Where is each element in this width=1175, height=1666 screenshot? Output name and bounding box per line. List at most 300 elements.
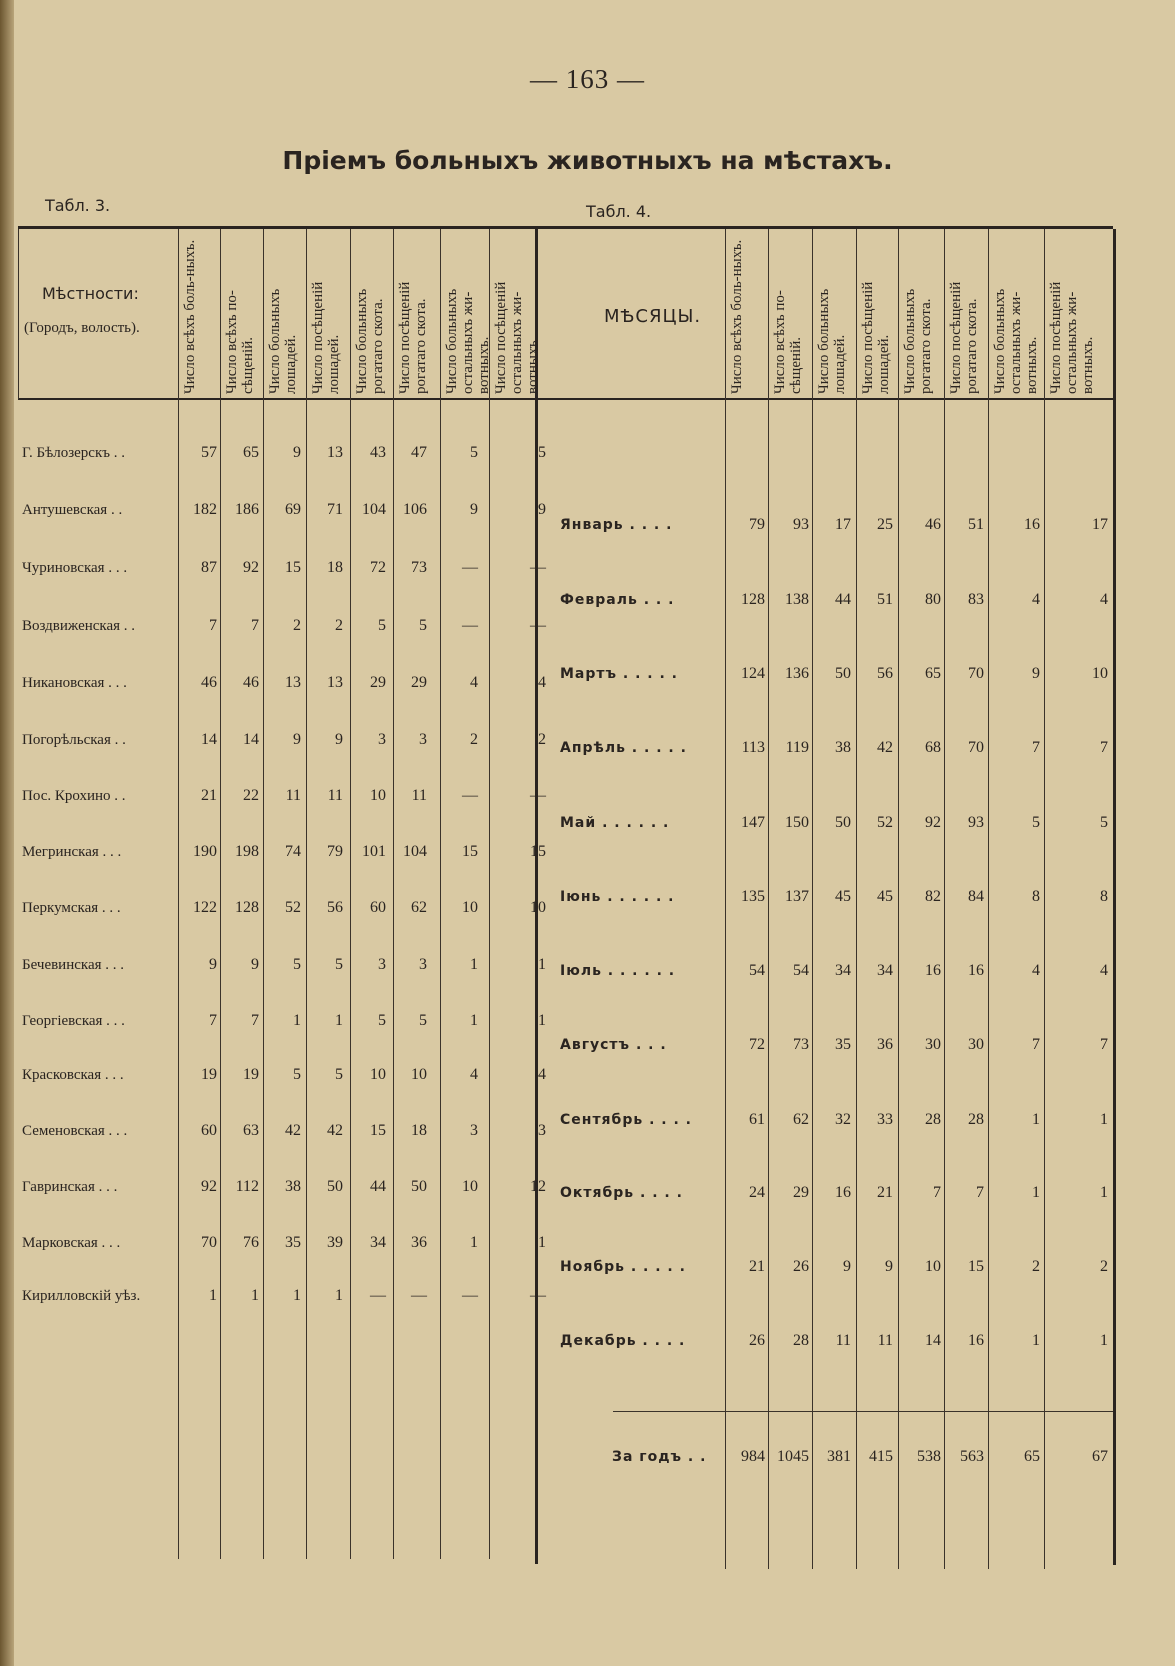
table4-cell: 17 bbox=[835, 516, 851, 533]
table3-cell: 15 bbox=[370, 1122, 386, 1139]
table3-cell: 57 bbox=[201, 444, 217, 461]
table3-cell: 1 bbox=[293, 1012, 301, 1029]
table3-cell: — bbox=[462, 617, 478, 634]
table3-cell: 12 bbox=[530, 1178, 546, 1195]
table3-cell: 1 bbox=[470, 1234, 478, 1251]
table3-cell: 1 bbox=[251, 1287, 259, 1304]
table4-cell: 45 bbox=[835, 888, 851, 905]
table3-cell: 63 bbox=[243, 1122, 259, 1139]
table4-cell: 34 bbox=[835, 962, 851, 979]
table3-cell: 2 bbox=[335, 617, 343, 634]
table4-column-header: Число посѣщеній остальныхъ жи-вотныхъ. bbox=[1048, 281, 1096, 394]
table4-cell: 2 bbox=[1032, 1258, 1040, 1275]
table3-cell: 18 bbox=[327, 559, 343, 576]
table3-cell: 60 bbox=[370, 899, 386, 916]
table3-cell: 15 bbox=[285, 559, 301, 576]
table3-cell: 72 bbox=[370, 559, 386, 576]
table4-month-label: Декабрь . . . . bbox=[560, 1333, 686, 1349]
table4-cell: 21 bbox=[877, 1184, 893, 1201]
table3-row-label: Чуриновская . . . bbox=[22, 560, 128, 576]
table4-cell: 138 bbox=[785, 591, 809, 608]
table4-cell: 44 bbox=[835, 591, 851, 608]
table3-row-label: Кирилловскій уѣз. bbox=[22, 1288, 141, 1304]
table4-total-cell: 65 bbox=[1024, 1448, 1040, 1465]
table4-column-header: Число всѣхъ боль-ныхъ. bbox=[729, 239, 745, 394]
table3-cell: 11 bbox=[285, 787, 301, 804]
page-title: Пріемъ больныхъ животныхъ на мѣстахъ. bbox=[282, 146, 893, 175]
table3-cell: 4 bbox=[538, 1066, 546, 1083]
table3-cell: 3 bbox=[419, 731, 427, 748]
table4-cell: 73 bbox=[793, 1036, 809, 1053]
table4-cell: 7 bbox=[1032, 1036, 1040, 1053]
table3-cell: 2 bbox=[293, 617, 301, 634]
table3-row-label: Воздвиженская . . bbox=[22, 618, 136, 634]
table4-cell: 16 bbox=[925, 962, 941, 979]
table3-row-label: Погорѣльская . . bbox=[22, 732, 126, 748]
table4-cell: 93 bbox=[793, 516, 809, 533]
table3-locality-header: Мѣстности: bbox=[42, 284, 139, 303]
table3-cell: 9 bbox=[293, 444, 301, 461]
table4-cell: 50 bbox=[835, 814, 851, 831]
table3-cell: 50 bbox=[327, 1178, 343, 1195]
table3-cell: — bbox=[462, 559, 478, 576]
table3-cell: 19 bbox=[243, 1066, 259, 1083]
table3-cell: 104 bbox=[362, 501, 386, 518]
table3-cell: 46 bbox=[243, 674, 259, 691]
table4-cell: 54 bbox=[749, 962, 765, 979]
table4-cell: 16 bbox=[968, 1332, 984, 1349]
table4-cell: 72 bbox=[749, 1036, 765, 1053]
table3-cell: 106 bbox=[403, 501, 427, 518]
table3-row-label: Красковская . . . bbox=[22, 1067, 124, 1083]
table3-row-label: Антушевская . . bbox=[22, 502, 123, 518]
table3-column-header: Число больныхъ остальныхъ жи-вотныхъ. bbox=[444, 288, 492, 394]
table3-column-rule bbox=[263, 229, 264, 1559]
table4-cell: 2 bbox=[1100, 1258, 1108, 1275]
table3-cell: 70 bbox=[201, 1234, 217, 1251]
table3-cell: 2 bbox=[538, 731, 546, 748]
table4-cell: 83 bbox=[968, 591, 984, 608]
table4-cell: 42 bbox=[877, 739, 893, 756]
table4-cell: 1 bbox=[1032, 1332, 1040, 1349]
table3-cell: 50 bbox=[411, 1178, 427, 1195]
table4-month-label: Январь . . . . bbox=[560, 517, 673, 533]
page-edge bbox=[0, 0, 14, 1666]
table3-cell: 3 bbox=[538, 1122, 546, 1139]
table3-cell: 14 bbox=[243, 731, 259, 748]
table4-cell: 46 bbox=[925, 516, 941, 533]
table4-cell: 9 bbox=[843, 1258, 851, 1275]
table4-column-rule bbox=[988, 229, 989, 1569]
table3-column-rule bbox=[306, 229, 307, 1559]
table4-cell: 11 bbox=[877, 1332, 893, 1349]
table3-cell: 10 bbox=[411, 1066, 427, 1083]
table4-cell: 36 bbox=[877, 1036, 893, 1053]
table4-cell: 135 bbox=[741, 888, 765, 905]
table3-cell: 38 bbox=[285, 1178, 301, 1195]
table3-cell: 1 bbox=[335, 1012, 343, 1029]
table4-cell: 33 bbox=[877, 1111, 893, 1128]
table3-cell: 186 bbox=[235, 501, 259, 518]
table3-cell: 92 bbox=[201, 1178, 217, 1195]
table3-cell: 198 bbox=[235, 843, 259, 860]
table4-cell: 82 bbox=[925, 888, 941, 905]
table4-cell: 128 bbox=[741, 591, 765, 608]
table4-cell: 147 bbox=[741, 814, 765, 831]
table4-cell: 7 bbox=[1100, 739, 1108, 756]
table3-column-header: Число посѣщеній остальныхъ жи-вотныхъ. bbox=[493, 281, 541, 394]
table4-cell: 28 bbox=[968, 1111, 984, 1128]
table3-cell: 9 bbox=[293, 731, 301, 748]
table3-cell: 10 bbox=[370, 1066, 386, 1083]
table3-column-rule bbox=[440, 229, 441, 1559]
table3-cell: 5 bbox=[419, 617, 427, 634]
table4-cell: 21 bbox=[749, 1258, 765, 1275]
table3-cell: 2 bbox=[470, 731, 478, 748]
table3-column-header: Число посѣщеній рогатаго скота. bbox=[397, 281, 429, 394]
table3-cell: 62 bbox=[411, 899, 427, 916]
table4-cell: 7 bbox=[976, 1184, 984, 1201]
table3-cell: 1 bbox=[209, 1287, 217, 1304]
table3-cell: 34 bbox=[370, 1234, 386, 1251]
table3-cell: 11 bbox=[411, 787, 427, 804]
table4-cell: 9 bbox=[1032, 665, 1040, 682]
table4-cell: 1 bbox=[1100, 1111, 1108, 1128]
table3-cell: 7 bbox=[251, 617, 259, 634]
table3-cell: 46 bbox=[201, 674, 217, 691]
table3-cell: 5 bbox=[470, 444, 478, 461]
table4-cell: 1 bbox=[1100, 1184, 1108, 1201]
table3-cell: 3 bbox=[378, 731, 386, 748]
table4-total-cell: 381 bbox=[827, 1448, 851, 1465]
table3-cell: 22 bbox=[243, 787, 259, 804]
table4-total-cell: 415 bbox=[869, 1448, 893, 1465]
table3-cell: 1 bbox=[538, 1012, 546, 1029]
table4-total-cell: 538 bbox=[917, 1448, 941, 1465]
table4-cell: 52 bbox=[877, 814, 893, 831]
table3-column-header: Число посѣщеній лошадей. bbox=[310, 281, 342, 394]
table4-cell: 4 bbox=[1100, 591, 1108, 608]
table3-column-rule bbox=[393, 229, 394, 1559]
table3-cell: 15 bbox=[462, 843, 478, 860]
table4-cell: 11 bbox=[835, 1332, 851, 1349]
table3-header-rule bbox=[18, 398, 556, 400]
table4-column-header: Число посѣщеній рогатаго скота. bbox=[948, 281, 980, 394]
table4-cell: 45 bbox=[877, 888, 893, 905]
table4-column-rule bbox=[1113, 229, 1116, 1565]
table3-column-header: Число больныхъ лошадей. bbox=[267, 288, 299, 394]
table4-month-label: Ноябрь . . . . . bbox=[560, 1259, 686, 1275]
table3-cell: 43 bbox=[370, 444, 386, 461]
table4-month-label: Іюль . . . . . . bbox=[560, 963, 676, 979]
table3-cell: 9 bbox=[251, 956, 259, 973]
table4-cell: 80 bbox=[925, 591, 941, 608]
table4-month-label: Октябрь . . . . bbox=[560, 1185, 683, 1201]
table4-cell: 26 bbox=[793, 1258, 809, 1275]
table3-cell: 4 bbox=[470, 1066, 478, 1083]
table4-cell: 15 bbox=[968, 1258, 984, 1275]
table3-cell: 19 bbox=[201, 1066, 217, 1083]
table4-month-label: Май . . . . . . bbox=[560, 815, 670, 831]
table3-cell: 5 bbox=[293, 956, 301, 973]
table-top-rule bbox=[18, 226, 1113, 229]
table4-cell: 4 bbox=[1032, 591, 1040, 608]
table4-column-header: Число больныхъ рогатаго скота. bbox=[902, 288, 934, 394]
table4-column-header: Число посѣщеній лошадей. bbox=[860, 281, 892, 394]
table4-total-rule bbox=[613, 1411, 1113, 1412]
table4-total-cell: 984 bbox=[741, 1448, 765, 1465]
table3-cell: 21 bbox=[201, 787, 217, 804]
table4-month-label: Іюнь . . . . . . bbox=[560, 889, 675, 905]
table3-cell: 42 bbox=[285, 1122, 301, 1139]
table3-row-label: Бечевинская . . . bbox=[22, 957, 125, 973]
table3-row-label: Семеновская . . . bbox=[22, 1123, 128, 1139]
table4-cell: 136 bbox=[785, 665, 809, 682]
table4-month-label: Февраль . . . bbox=[560, 592, 675, 608]
table4-cell: 28 bbox=[925, 1111, 941, 1128]
table3-cell: — bbox=[530, 1287, 546, 1304]
table3-cell: 3 bbox=[419, 956, 427, 973]
table3-row-label: Пос. Крохино . . bbox=[22, 788, 126, 804]
table3-cell: 39 bbox=[327, 1234, 343, 1251]
table3-cell: 5 bbox=[293, 1066, 301, 1083]
table4-cell: 26 bbox=[749, 1332, 765, 1349]
table3-cell: — bbox=[530, 559, 546, 576]
table4-column-rule bbox=[898, 229, 899, 1569]
table4-column-header: Число всѣхъ по-сѣщеній. bbox=[772, 290, 804, 394]
table3-cell: 4 bbox=[470, 674, 478, 691]
table3-cell: 36 bbox=[411, 1234, 427, 1251]
table4-cell: 1 bbox=[1032, 1111, 1040, 1128]
table4-cell: 14 bbox=[925, 1332, 941, 1349]
table3-cell: 9 bbox=[209, 956, 217, 973]
table3-cell: 92 bbox=[243, 559, 259, 576]
table3-cell: — bbox=[530, 787, 546, 804]
table4-cell: 7 bbox=[1100, 1036, 1108, 1053]
table4-cell: 30 bbox=[968, 1036, 984, 1053]
table3-cell: 76 bbox=[243, 1234, 259, 1251]
table4-cell: 62 bbox=[793, 1111, 809, 1128]
table4-cell: 137 bbox=[785, 888, 809, 905]
table3-cell: 3 bbox=[378, 956, 386, 973]
table4-cell: 113 bbox=[741, 739, 765, 756]
table4-cell: 68 bbox=[925, 739, 941, 756]
table4-cell: 150 bbox=[785, 814, 809, 831]
table4-cell: 38 bbox=[835, 739, 851, 756]
table3-column-rule bbox=[535, 229, 538, 1564]
table4-cell: 1 bbox=[1100, 1332, 1108, 1349]
table4-cell: 124 bbox=[741, 665, 765, 682]
table4-cell: 119 bbox=[785, 739, 809, 756]
table3-cell: 13 bbox=[285, 674, 301, 691]
table3-cell: 15 bbox=[530, 843, 546, 860]
table4-cell: 8 bbox=[1032, 888, 1040, 905]
table3-column-header: Число больныхъ рогатаго скота. bbox=[354, 288, 386, 394]
table3-cell: 101 bbox=[362, 843, 386, 860]
table4-cell: 61 bbox=[749, 1111, 765, 1128]
table4-total-cell: 1045 bbox=[777, 1448, 809, 1465]
table4-month-header: МѢСЯЦЫ. bbox=[604, 306, 702, 327]
table4-cell: 79 bbox=[749, 516, 765, 533]
table3-cell: 60 bbox=[201, 1122, 217, 1139]
table3-cell: 128 bbox=[235, 899, 259, 916]
table4-cell: 29 bbox=[793, 1184, 809, 1201]
table4-cell: 25 bbox=[877, 516, 893, 533]
table4-cell: 7 bbox=[1032, 739, 1040, 756]
table3-cell: — bbox=[462, 787, 478, 804]
table3-label: Табл. 3. bbox=[45, 196, 111, 215]
table3-cell: 35 bbox=[285, 1234, 301, 1251]
table3-cell: 182 bbox=[193, 501, 217, 518]
table3-cell: 190 bbox=[193, 843, 217, 860]
table4-cell: 35 bbox=[835, 1036, 851, 1053]
table3-row-label: Мегринская . . . bbox=[22, 844, 122, 860]
table4-cell: 54 bbox=[793, 962, 809, 979]
table3-cell: — bbox=[530, 617, 546, 634]
table4-column-header: Число больныхъ лошадей. bbox=[816, 288, 848, 394]
table3-cell: 7 bbox=[251, 1012, 259, 1029]
table3-cell: 1 bbox=[470, 1012, 478, 1029]
table3-cell: 5 bbox=[378, 1012, 386, 1029]
table3-cell: 1 bbox=[538, 1234, 546, 1251]
table4-cell: 4 bbox=[1100, 962, 1108, 979]
table3-cell: 65 bbox=[243, 444, 259, 461]
table3-cell: 5 bbox=[538, 444, 546, 461]
table3-locality-subheader: (Городъ, волость). bbox=[24, 320, 140, 336]
table3-cell: 5 bbox=[335, 1066, 343, 1083]
table3-cell: 73 bbox=[411, 559, 427, 576]
table3-cell: 1 bbox=[293, 1287, 301, 1304]
table3-cell: 10 bbox=[462, 899, 478, 916]
table4-cell: 7 bbox=[933, 1184, 941, 1201]
table3-cell: 69 bbox=[285, 501, 301, 518]
table4-cell: 56 bbox=[877, 665, 893, 682]
table4-cell: 5 bbox=[1032, 814, 1040, 831]
table3-cell: 1 bbox=[470, 956, 478, 973]
table4-total-label: За годъ . . bbox=[612, 1449, 707, 1465]
table4-cell: 30 bbox=[925, 1036, 941, 1053]
table4-cell: 93 bbox=[968, 814, 984, 831]
table4-cell: 24 bbox=[749, 1184, 765, 1201]
table3-column-rule bbox=[178, 229, 179, 1559]
table3-cell: 29 bbox=[411, 674, 427, 691]
table4-cell: 5 bbox=[1100, 814, 1108, 831]
table3-cell: 9 bbox=[335, 731, 343, 748]
table3-cell: 9 bbox=[538, 501, 546, 518]
table3-row-label: Гавринская . . . bbox=[22, 1179, 118, 1195]
table3-cell: 29 bbox=[370, 674, 386, 691]
table3-row-label: Перкумская . . . bbox=[22, 900, 121, 916]
table4-cell: 1 bbox=[1032, 1184, 1040, 1201]
table4-cell: 16 bbox=[835, 1184, 851, 1201]
table4-cell: 16 bbox=[1024, 516, 1040, 533]
table3-cell: 112 bbox=[235, 1178, 259, 1195]
table3-cell: 11 bbox=[327, 787, 343, 804]
table3-row-label: Г. Бѣлозерскъ . . bbox=[22, 445, 126, 461]
table4-cell: 84 bbox=[968, 888, 984, 905]
table3-cell: 104 bbox=[403, 843, 427, 860]
table4-cell: 10 bbox=[1092, 665, 1108, 682]
table4-month-label: Августъ . . . bbox=[560, 1037, 667, 1053]
table4-cell: 9 bbox=[885, 1258, 893, 1275]
table4-cell: 8 bbox=[1100, 888, 1108, 905]
table4-cell: 16 bbox=[968, 962, 984, 979]
table3-column-header: Число всѣхъ боль-ныхъ. bbox=[182, 239, 198, 394]
table4-cell: 10 bbox=[925, 1258, 941, 1275]
table3-column-header: Число всѣхъ по-сѣщеній. bbox=[224, 290, 256, 394]
table3-cell: 5 bbox=[419, 1012, 427, 1029]
table3-cell: — bbox=[411, 1287, 427, 1304]
table4-column-header: Число больныхъ остальныхъ жи-вотныхъ. bbox=[992, 288, 1040, 394]
table4-cell: 51 bbox=[968, 516, 984, 533]
table4-cell: 34 bbox=[877, 962, 893, 979]
table4-cell: 28 bbox=[793, 1332, 809, 1349]
table3-cell: 79 bbox=[327, 843, 343, 860]
table3-cell: 7 bbox=[209, 1012, 217, 1029]
table3-cell: 4 bbox=[538, 674, 546, 691]
table4-cell: 4 bbox=[1032, 962, 1040, 979]
table3-cell: 3 bbox=[470, 1122, 478, 1139]
table3-cell: — bbox=[370, 1287, 386, 1304]
table4-cell: 32 bbox=[835, 1111, 851, 1128]
table3-cell: 1 bbox=[538, 956, 546, 973]
table4-month-label: Апрѣль . . . . . bbox=[560, 740, 687, 756]
table4-column-rule bbox=[1044, 229, 1045, 1569]
table3-cell: 47 bbox=[411, 444, 427, 461]
table3-cell: 42 bbox=[327, 1122, 343, 1139]
table4-label: Табл. 4. bbox=[586, 202, 652, 221]
table4-cell: 50 bbox=[835, 665, 851, 682]
table3-row-label: Марковская . . . bbox=[22, 1235, 121, 1251]
table4-cell: 17 bbox=[1092, 516, 1108, 533]
table3-cell: 10 bbox=[462, 1178, 478, 1195]
table3-column-rule bbox=[489, 229, 490, 1559]
table3-cell: 74 bbox=[285, 843, 301, 860]
table4-cell: 70 bbox=[968, 739, 984, 756]
table4-cell: 92 bbox=[925, 814, 941, 831]
table3-cell: 56 bbox=[327, 899, 343, 916]
table3-cell: 10 bbox=[530, 899, 546, 916]
table3-column-rule bbox=[220, 229, 221, 1559]
table3-cell: 13 bbox=[327, 444, 343, 461]
table4-cell: 65 bbox=[925, 665, 941, 682]
table3-cell: 5 bbox=[378, 617, 386, 634]
table3-cell: 71 bbox=[327, 501, 343, 518]
table3-cell: — bbox=[462, 1287, 478, 1304]
table4-total-cell: 563 bbox=[960, 1448, 984, 1465]
table3-cell: 7 bbox=[209, 617, 217, 634]
table3-cell: 52 bbox=[285, 899, 301, 916]
table3-cell: 13 bbox=[327, 674, 343, 691]
table3-row-label: Никановская . . . bbox=[22, 675, 127, 691]
table3-cell: 9 bbox=[470, 501, 478, 518]
table4-cell: 51 bbox=[877, 591, 893, 608]
table3-cell: 5 bbox=[335, 956, 343, 973]
table3-cell: 87 bbox=[201, 559, 217, 576]
table4-header-rule bbox=[556, 398, 1113, 400]
table4-cell: 70 bbox=[968, 665, 984, 682]
table4-total-cell: 67 bbox=[1092, 1448, 1108, 1465]
table3-cell: 122 bbox=[193, 899, 217, 916]
table3-cell: 14 bbox=[201, 731, 217, 748]
table3-column-rule bbox=[350, 229, 351, 1559]
table3-left-rule bbox=[18, 229, 19, 399]
table3-row-label: Георгіевская . . . bbox=[22, 1013, 125, 1029]
table4-month-label: Мартъ . . . . . bbox=[560, 666, 678, 682]
table3-cell: 44 bbox=[370, 1178, 386, 1195]
page-number: — 163 — bbox=[530, 64, 645, 94]
table3-cell: 1 bbox=[335, 1287, 343, 1304]
